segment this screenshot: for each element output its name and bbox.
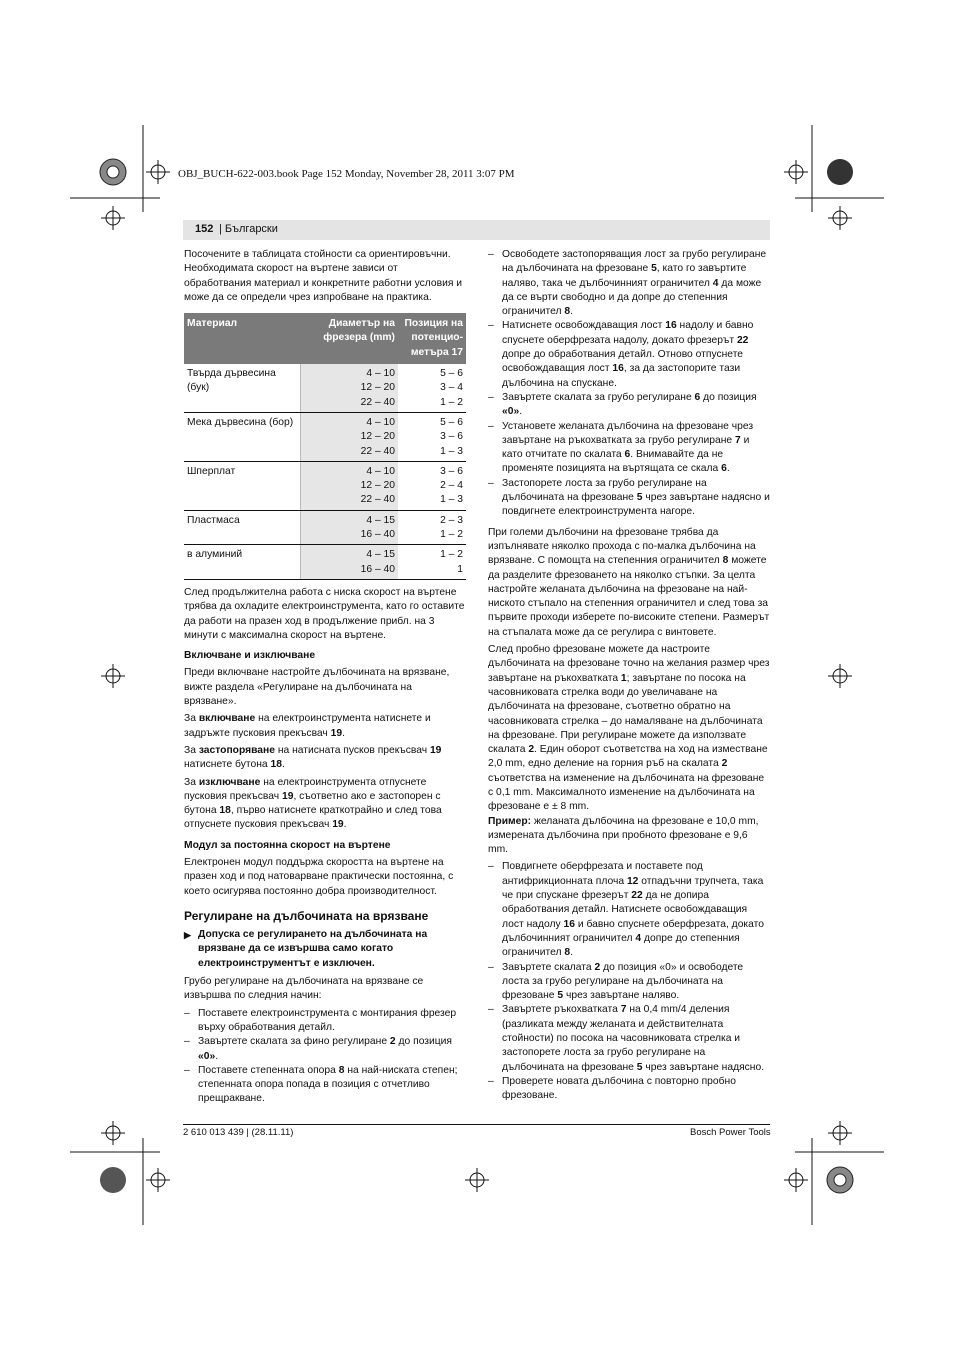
list-item: – Повдигнете оберфрезата и поставете под антифрикционната плоча 12 отпадъчни трупчета, така че при спускане фрезерът 22 да не допира обработвания детайл. Натиснете освобождаващия лост надолу 16 и бавно спуснете оберфрезата, докато дълбочинният ограничител 4 допре до степенния ограничител 8. [488, 860, 770, 960]
material-cell: Мека дървесина (бор) [184, 412, 300, 461]
list-item: – Освободете застопоряващия лост за грубо регулиране на дълбочината на фрезоване 5, като го завъртите наляво, така че дълбочинният ограничител 4 да може да се върти свободно и да допре до степенния ограничител 8. [488, 248, 770, 319]
example-label: Пример: [488, 815, 532, 827]
position-value: 1 – 2 [440, 529, 463, 541]
table-row [184, 461, 466, 510]
position-value: 2 – 4 [440, 480, 463, 492]
diameter-value: 12 – 20 [360, 382, 395, 394]
list-item: – Завъртете скалата за грубо регулиране 6 до позиция «0». [488, 391, 770, 420]
list-item: – Натиснете освобождаващия лост 16 надолу и бавно спуснете оберфрезата надолу, докато фрезерът 22 допре до обработвания детайл. Отново отпуснете освобождаващия лост 16, за да застопорите тази дълбочина на спускане. [488, 319, 770, 390]
diameter-cell [300, 364, 398, 412]
position-value: 1 – 2 [440, 549, 463, 561]
intro-paragraph: Посочените в таблицата стойности са ориентировъчни. Необходимата скорост на въртене зависи от обработвания материал и конкретните работни условия и може да се определи чрез изпробване на практика. [184, 249, 463, 303]
table-row [184, 412, 466, 461]
footer-doc-number: 2 610 013 439 | (28.11.11) [183, 1127, 294, 1138]
cooling-paragraph: След продължителна работа с ниска скорост на въртене трябва да охладите електроинструмента, като го оставите да работи на празен ход в продължение прибл. на 3 минути с максимална скорост на въртене. [184, 586, 465, 641]
diameter-value: 22 – 40 [360, 494, 395, 506]
page-header [183, 220, 770, 240]
left-column [184, 248, 466, 1110]
switch-intro: Преди включване настройте дълбочината на врязване, вижте раздела «Регулиране на дълбочината на врязване». [184, 667, 450, 708]
coarse-steps-continued [488, 248, 770, 520]
diameter-value: 4 – 10 [366, 368, 395, 380]
position-value: 2 – 3 [440, 514, 463, 526]
position-value: 5 – 6 [440, 368, 463, 380]
diameter-value: 22 – 40 [360, 445, 395, 457]
position-value: 1 – 3 [440, 494, 463, 506]
diameter-value: 4 – 15 [366, 514, 395, 526]
list-item: – Поставете електроинструмента с монтирания фрезер върху обработвания детайл. [184, 1007, 466, 1036]
position-value: 1 – 3 [440, 445, 463, 457]
coarse-steps-list [184, 1007, 466, 1107]
example-steps-list [488, 860, 770, 1103]
diameter-value: 16 – 40 [360, 529, 395, 541]
footer-divider [183, 1124, 770, 1125]
diameter-value: 4 – 10 [366, 416, 395, 428]
diameter-cell [300, 461, 398, 510]
warning-arrow-icon: ▶ [184, 930, 191, 941]
module-paragraph: Електронен модул поддържа скоростта на въртене на празен ход и под натоварване практически постоянна, с което осигурява постоянно добра производителност. [184, 856, 454, 897]
table-row [184, 510, 466, 545]
multi-pass-paragraph: При големи дълбочини на фрезоване трябва да изпълнявате няколко прохода с по-малка дълбочина на врязване. С помощта на степенния ограничител 8 можете да разделите фрезоването на няколко стъпки. За целта настройте желаната дълбочина на фрезоване на най-ниското стъпало на степенния ограничител и след това за първите проходи изберете по-високите степени. Размерът на стъпалата може да се регулира с винтовете. [488, 526, 770, 638]
right-column [488, 248, 770, 1107]
book-slug: OBJ_BUCH-622-003.book Page 152 Monday, November 28, 2011 3:07 PM [178, 168, 515, 180]
list-item: – Установете желаната дълбочина на фрезоване чрез завъртане на ръкохватката за грубо регулиране 7 и като отчитате по скалата 6. Внимавайте да не променяте позицията на въртящата се скала 6. [488, 420, 770, 477]
switch-on-paragraph: За включване на електроинструмента натиснете и задръжте пусковия прекъсвач 19. [184, 713, 431, 739]
diameter-value: 4 – 10 [366, 465, 395, 477]
warning-note: ▶ Допуска се регулирането на дълбочината на врязване да се извършва само когато електроинструментът е изключен. [184, 929, 428, 969]
position-value: 3 – 4 [440, 382, 463, 394]
position-cell [398, 545, 466, 580]
diameter-cell [300, 510, 398, 545]
list-item: – Поставете степенната опора 8 на най-ниската степен; степенната опора попада в позиция с отчетливо прещракване. [184, 1064, 466, 1107]
language-label: | Български [219, 223, 278, 235]
speed-table [184, 313, 466, 580]
table-row [184, 545, 466, 580]
table-row [184, 364, 466, 412]
list-item: – Завъртете скалата за фино регулиране 2 до позиция «0». [184, 1035, 466, 1064]
diameter-cell [300, 545, 398, 580]
list-item: – Застопорете лоста за грубо регулиране на дълбочината на фрезоване 5 чрез завъртане надясно и повдигнете електроинструмента нагоре. [488, 477, 770, 520]
position-cell [398, 510, 466, 545]
page-number: 152 [195, 223, 214, 235]
position-value: 1 – 2 [440, 396, 463, 408]
position-cell [398, 461, 466, 510]
list-item: – Проверете новата дълбочина с повторно пробно фрезоване. [488, 1075, 770, 1104]
material-cell: Шперплат [184, 461, 300, 510]
diameter-value: 12 – 20 [360, 480, 395, 492]
position-value: 3 – 6 [440, 465, 463, 477]
footer-brand: Bosch Power Tools [690, 1127, 771, 1138]
position-value: 1 [457, 563, 463, 575]
table-header-position: Позиция на потенцио-метъра 17 [398, 313, 466, 364]
list-item: – Завъртете скалата 2 до позиция «0» и освободете лоста за грубо регулиране на дълбочината на фрезоване 5 чрез завъртане наляво. [488, 961, 770, 1004]
diameter-value: 16 – 40 [360, 563, 395, 575]
diameter-value: 12 – 20 [360, 431, 395, 443]
table-header-material: Материал [184, 313, 300, 364]
diameter-value: 4 – 15 [366, 549, 395, 561]
material-cell: Пластмаса [184, 510, 300, 545]
module-heading: Модул за постоянна скорост на въртене [184, 839, 391, 851]
switch-lock-paragraph: За застопоряване на натисната пусков прекъсвач 19 натиснете бутона 18. [184, 744, 442, 771]
fine-adjust-paragraph: След пробно фрезоване можете да настроите дълбочината на фрезоване точно на желания размер чрез завъртане на ръкохватката 1; завъртане по посока на часовниковата стрелка води до увеличаване на дълбочината на фрезоване, съответно обратно на часовниковата стрелка – до намаляване на дълбочината на фрезоване. При регулиране можете да използвате скалата 2. Един оборот съответства на ход на изместване 2,0 mm, едно деление на горния ръб на скалата 2 съответства на изменение на дълбочината на фрезоване с 0,1 mm. Максималното изменение на дълбочината на фрезоване е ± 8 mm. Пример: желаната дълбочина на фрезоване е 10,0 mm, измерената дълбочина при пробното фрезоване е 9,6 mm. [488, 644, 770, 856]
material-cell: Твърда дървесина (бук) [184, 364, 300, 412]
diameter-value: 22 – 40 [360, 396, 395, 408]
list-item: – Завъртете ръкохватката 7 на 0,4 mm/4 деления (разликата между желаната и действителната стойности) по посока на часовниковата стрелка и застопорете лоста за грубо регулиране на дълбочината на фрезоване 5 чрез завъртане надясно. [488, 1003, 770, 1074]
material-cell: в алуминий [184, 545, 300, 580]
depth-heading: Регулиране на дълбочината на врязване [184, 908, 429, 923]
position-value: 3 – 6 [440, 431, 463, 443]
switch-off-paragraph: За изключване на електроинструмента отпуснете пусковия прекъсвач 19, съответно ако е застопорен с бутона 18, първо натиснете краткотрайно и след това отпуснете пусковия прекъсвач 19. [184, 776, 442, 831]
switch-heading: Включване и изключване [184, 650, 316, 662]
table-header-diameter: Диаметър на фрезера (mm) [300, 313, 398, 364]
coarse-intro: Грубо регулиране на дълбочината на врязване се извършва по следния начин: [184, 976, 424, 1002]
position-cell [398, 412, 466, 461]
position-cell [398, 364, 466, 412]
diameter-cell [300, 412, 398, 461]
position-value: 5 – 6 [440, 416, 463, 428]
